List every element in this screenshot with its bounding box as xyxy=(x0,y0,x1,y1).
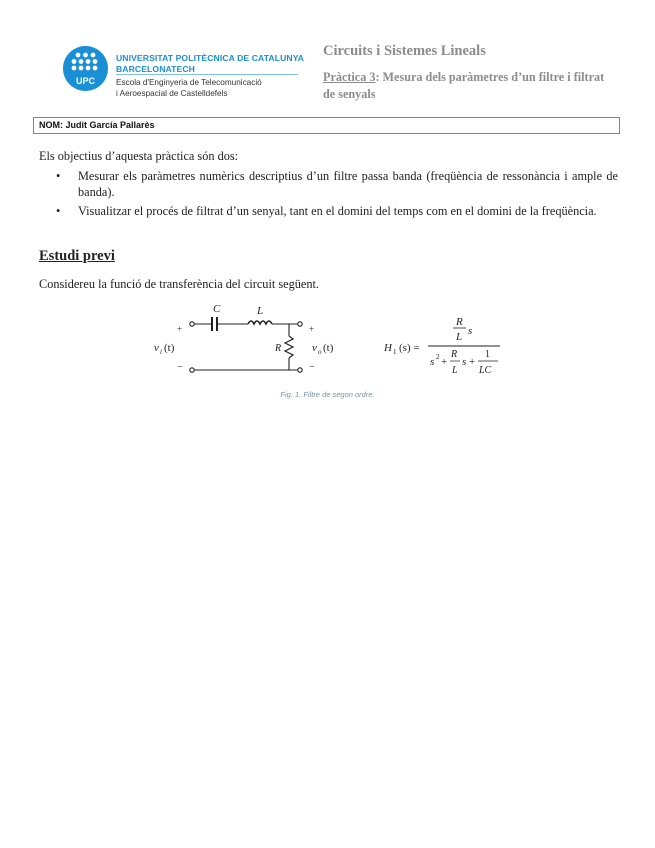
input-voltage-arg: (t) xyxy=(164,342,175,354)
bullet-icon: • xyxy=(56,169,61,183)
svg-text:s: s xyxy=(468,325,473,337)
output-minus: − xyxy=(309,362,315,373)
bullet-icon: • xyxy=(56,204,61,218)
logo-text: UPC xyxy=(75,76,96,86)
university-name xyxy=(116,53,304,75)
capacitor-label: C xyxy=(213,303,221,315)
svg-text:s: s xyxy=(462,356,467,368)
input-plus: + xyxy=(177,324,183,334)
output-voltage-label: v xyxy=(312,342,317,354)
upc-logo xyxy=(63,46,108,91)
school-name xyxy=(116,77,262,99)
list-item xyxy=(56,168,618,200)
input-minus: − xyxy=(177,362,183,373)
consider-text: Considereu la funció de transferència del circuit següent. xyxy=(39,277,319,291)
list-item xyxy=(56,203,618,219)
transfer-function-arg: (s) = xyxy=(399,342,420,354)
school-line-2: i Aeroespacial de Castelldefels xyxy=(116,89,228,98)
header-divider xyxy=(116,74,298,75)
svg-text:LC: LC xyxy=(479,365,492,376)
resistor-label: R xyxy=(275,343,282,354)
svg-text:1: 1 xyxy=(485,349,490,360)
objective-text: Visualitzar el procés de filtrat d’un senyal, tant en el domini del temps com en el domini de la freqüència. xyxy=(78,204,597,218)
input-voltage-label: v xyxy=(154,342,159,354)
section-heading: Estudi previ xyxy=(39,248,115,264)
intro-text: Els objectius d’aquesta pràctica són dos: xyxy=(39,149,239,163)
svg-text:L: L xyxy=(452,365,458,376)
svg-text:L: L xyxy=(456,331,463,343)
svg-text:2: 2 xyxy=(436,353,440,361)
svg-text:R: R xyxy=(451,349,458,360)
university-line-2: BARCELONATECH xyxy=(116,64,195,74)
input-voltage-subscript: i xyxy=(160,348,162,356)
course-title: Circuits i Sistemes Lineals xyxy=(323,43,486,59)
practica-label: Pràctica 3 xyxy=(323,70,376,84)
output-voltage-subscript: o xyxy=(318,348,322,356)
inductor-label: L xyxy=(257,305,264,317)
output-voltage-arg: (t) xyxy=(323,342,334,354)
svg-text:s: s xyxy=(430,356,435,368)
svg-text:+: + xyxy=(469,356,476,368)
transfer-function-expression xyxy=(428,316,500,376)
objective-text: Mesurar els paràmetres numèrics descriptius d’un filtre passa banda (freqüència de ressonància i ample de banda). xyxy=(78,169,618,199)
objectives-list xyxy=(56,168,618,222)
practica-title: : Mesura dels paràmetres d’un filtre i filtrat de senyals xyxy=(323,70,605,101)
school-line-1: Escola d'Enginyeria de Telecomunicació xyxy=(116,78,262,87)
svg-text:+: + xyxy=(441,356,448,368)
name-text: NOM: Judit García Pallarès xyxy=(39,120,155,130)
transfer-function-subscript: 1 xyxy=(393,348,397,356)
figure-caption: Fig. 1. Filtre de segon ordre. xyxy=(280,390,375,399)
transfer-function-label: H xyxy=(384,342,392,354)
circuit-figure xyxy=(150,300,510,385)
output-plus: + xyxy=(309,324,315,334)
name-field xyxy=(33,117,620,134)
university-line-1: UNIVERSITAT POLITÈCNICA DE CATALUNYA xyxy=(116,53,305,63)
practica-heading xyxy=(323,69,608,103)
svg-text:R: R xyxy=(456,316,463,328)
circuit-diagram xyxy=(190,317,302,372)
